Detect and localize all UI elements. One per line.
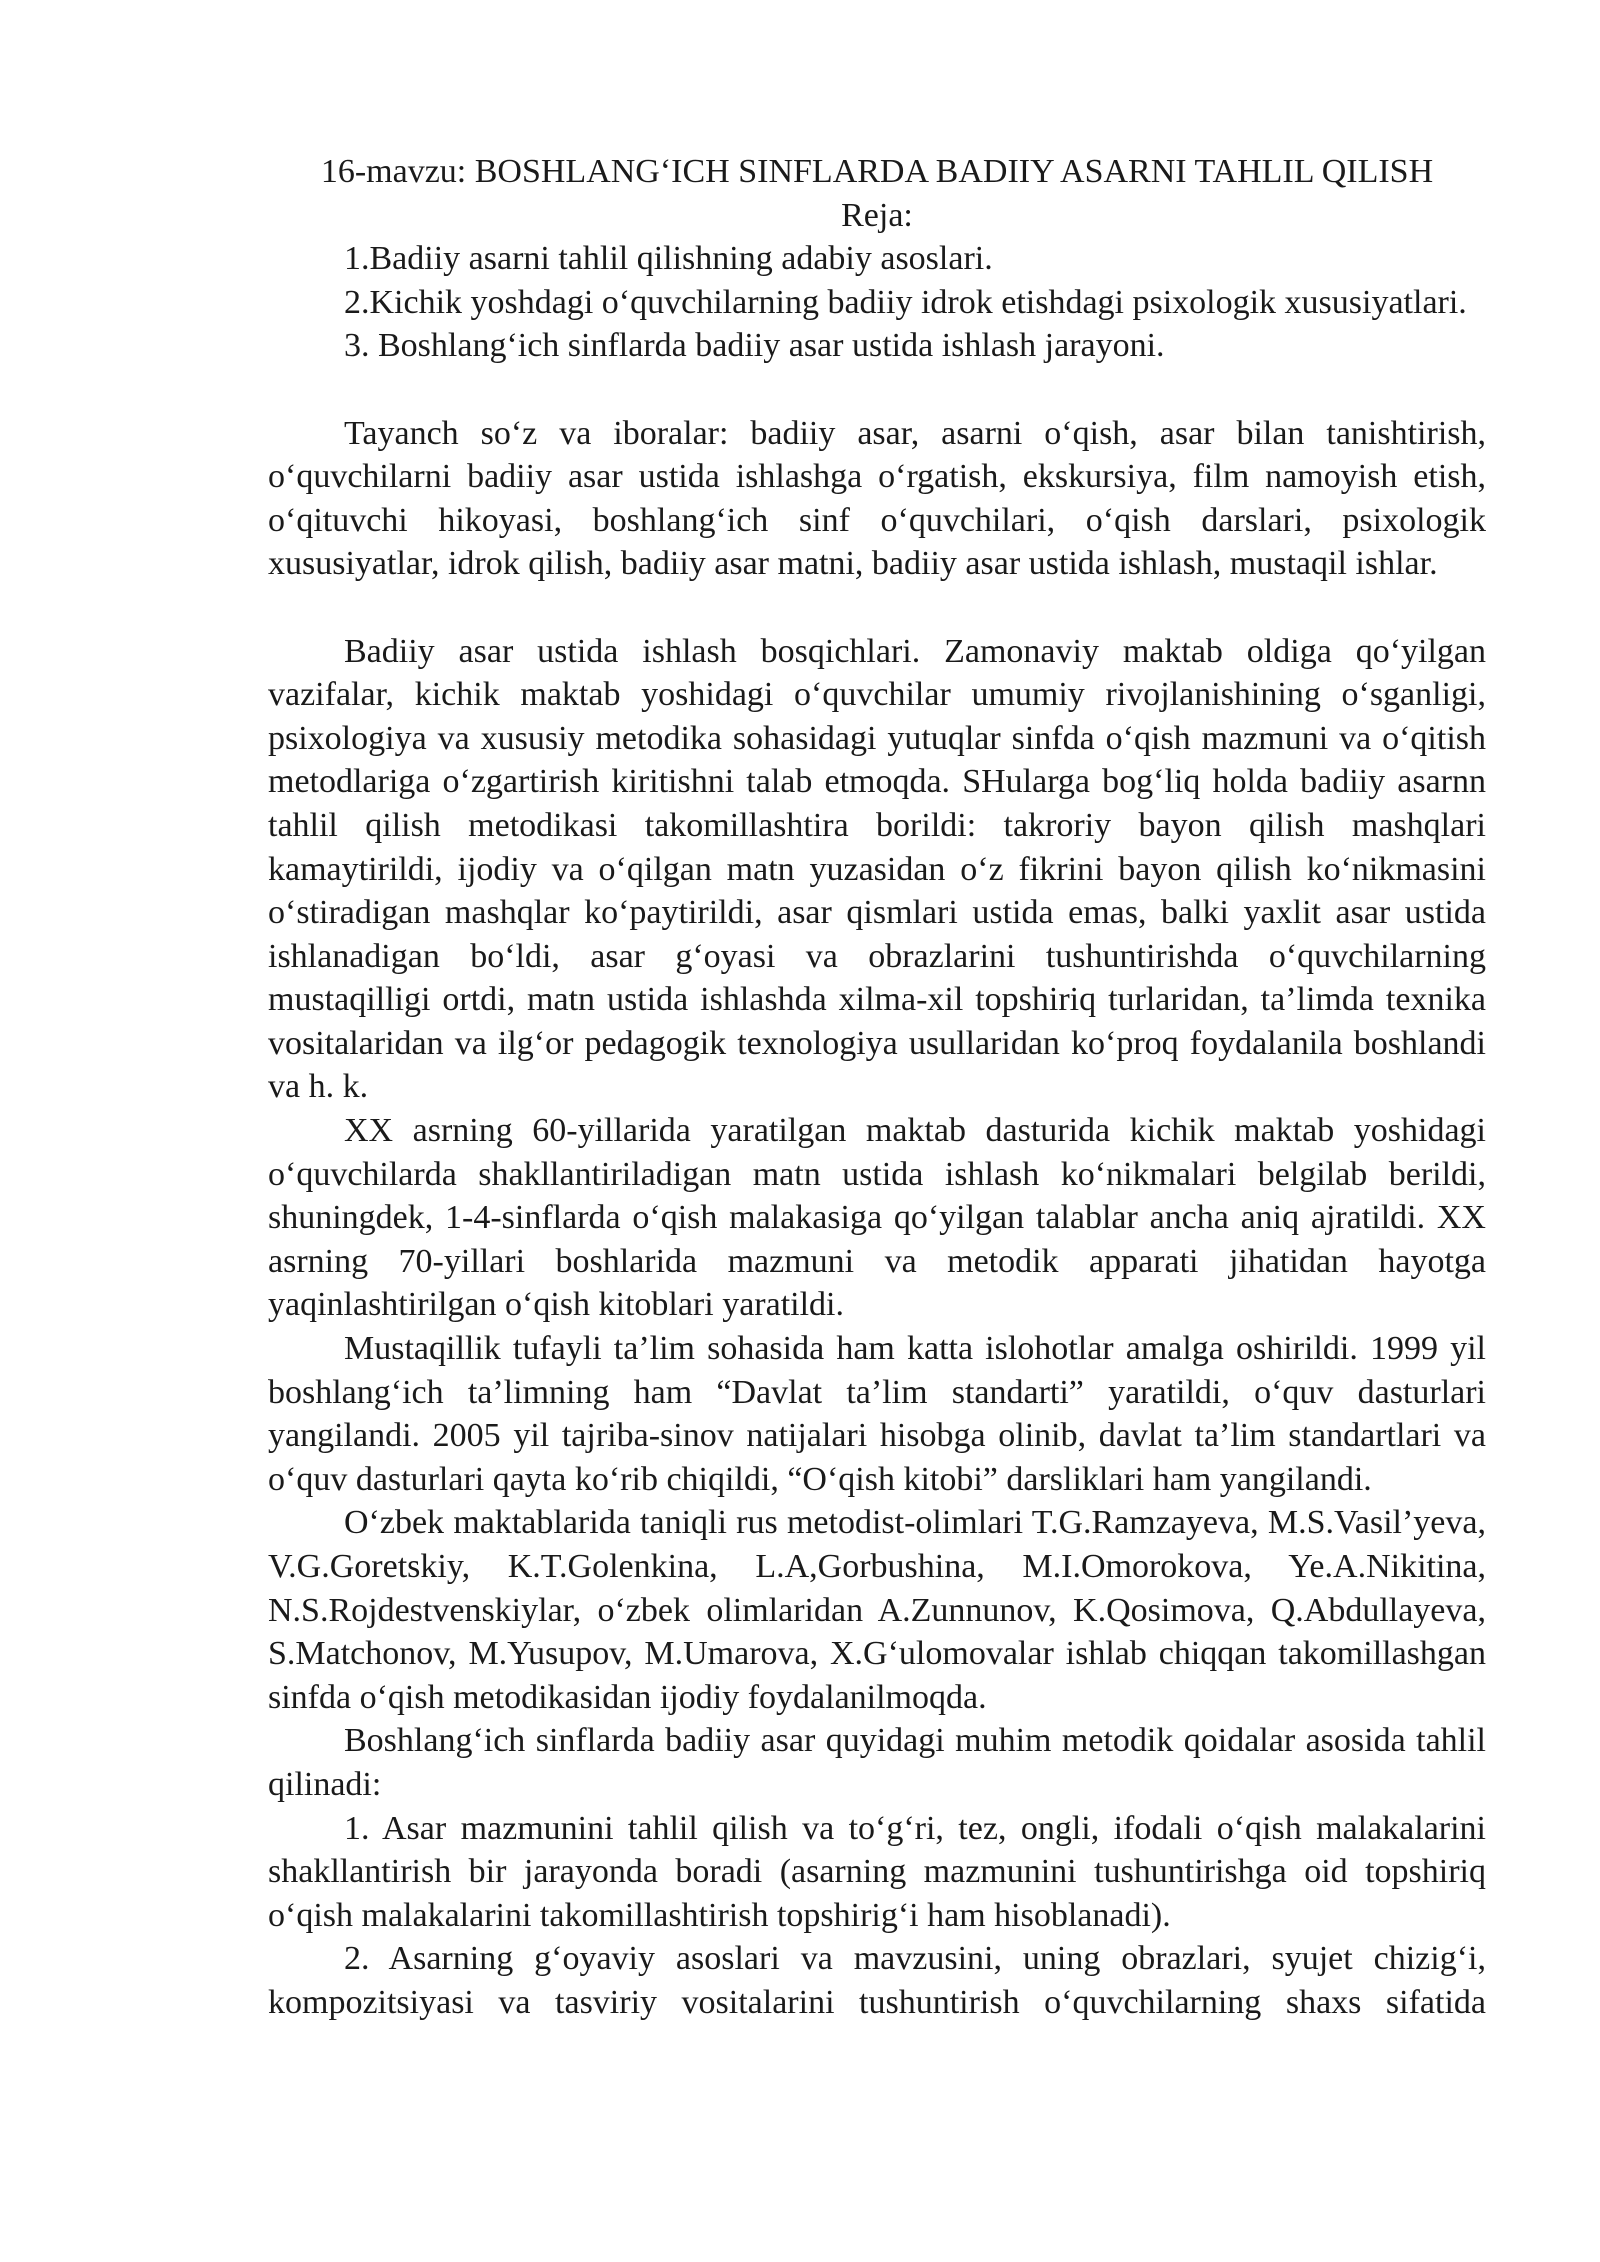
rule-item-1: 1. Asar mazmunini tahlil qilish va to‘g‘ri, tez, ongli, ifodali o‘qish malakalarini shakllantirish bir jarayonda boradi (asarning mazmunini tushuntirishga oid topshiriq o‘qish malakalarini takomillashtirish topshirig‘i ham hisoblanadi). [268, 1809, 1486, 1934]
plan-item-3: 3. Boshlang‘ich sinflarda badiiy asar ustida ishlash jarayoni. [344, 327, 1165, 365]
document-title: 16-mavzu: BOSHLANG‘ICH SINFLARDA BADIIY ASARNI TAHLIL QILISH [320, 153, 1434, 190]
body-paragraph-4: O‘zbek maktablarida taniqli rus metodist-olimlari T.G.Ramzayeva, M.S.Vasil’yeva, V.G.Goretskiy, K.T.Golenkina, L.A,Gorbushina, M.I.Omorokova, Ye.A.Nikitina, N.S.Rojdestvenskiylar, o‘zbek olimlaridan A.Zunnunov, K.Qosimova, Q.Abdullayeva, S.Matchonov, M.Yusupov, M.Umarova, X.G‘ulomovalar ishlab chiqqan takomillashgan sinfda o‘qish metodikasidan ijodiy foydalanilmoqda. [268, 1504, 1486, 1716]
blank-line [268, 368, 1486, 412]
plan-item-1: 1.Badiiy asarni tahlil qilishning adabiy asoslari. [344, 240, 993, 278]
body-paragraph-3: Mustaqillik tufayli ta’lim sohasida ham katta islohotlar amalga oshirildi. 1999 yil boshlang‘ich ta’limning ham “Davlat ta’lim standarti” yaratildi, o‘quv dasturlari yangilandi. 2005 yil tajriba-sinov natijalari hisobga olinib, davlat ta’lim standartlari va o‘quv dasturlari qayta ko‘rib chiqildi, “O‘qish kitobi” darsliklari ham yangilandi. [268, 1330, 1486, 1498]
plan-item-2: 2.Kichik yoshdagi o‘quvchilarning badiiy idrok etishdagi psixologik xususiyatlari. [344, 283, 1467, 321]
keywords-paragraph: Tayanch so‘z va iboralar: badiiy asar, asarni o‘qish, asar bilan tanishtirish, o‘quvchilarni badiiy asar ustida ishlashga o‘rgatish, ekskursiya, film namoyish etish, o‘qituvchi hikoyasi, boshlang‘ich sinf o‘quvchilari, o‘qish darslari, psixologik xususiyatlar, idrok qilish, badiiy asar matni, badiiy asar ustida ishlash, mustaqil ishlar. [268, 414, 1486, 583]
document-page [268, 150, 1486, 2025]
body-paragraph-5: Boshlang‘ich sinflarda badiiy asar quyidagi muhim metodik qoidalar asosida tahlil qilinadi: [268, 1722, 1486, 1803]
rule-item-2: 2. Asarning g‘oyaviy asoslari va mavzusini, uning obrazlari, syujet chizig‘i, kompozitsiyasi va tasviriy vositalarini tushuntirish o‘quvchilarning shaxs sifatida [268, 1940, 1486, 2021]
plan-heading: Reja: [841, 196, 913, 234]
blank-line [268, 586, 1486, 630]
body-paragraph-1: Badiiy asar ustida ishlash bosqichlari. Zamonaviy maktab oldiga qo‘yilgan vazifalar, kichik maktab yoshidagi o‘quvchilar umumiy rivojlanishining o‘sganligi, psixologiya va xususiy metodika sohasidagi yutuqlar sinfda o‘qish mazmuni va o‘qitish metodlariga o‘zgartirish kiritishni talab etmoqda. SHularga bog‘liq holda badiiy asarnn tahlil qilish metodikasi takomillashtira borildi: takroriy bayon qilish mashqlari kamaytirildi, ijodiy va o‘qilgan matn yuzasidan o‘z fikrini bayon qilish ko‘nikmasini o‘stiradigan mashqlar ko‘paytirildi, asar qismlari ustida emas, balki yaxlit asar ustida ishlanadigan bo‘ldi, asar g‘oyasi va obrazlarini tushuntirishda o‘quvchilarning mustaqilligi ortdi, matn ustida ishlashda xilma-xil topshiriq turlaridan, ta’limda texnika vositalaridan va ilg‘or pedagogik texnologiya usullaridan ko‘proq foydalanila boshlandi va h. k. [268, 632, 1486, 1106]
body-paragraph-2: XX asrning 60-yillarida yaratilgan maktab dasturida kichik maktab yoshidagi o‘quvchilarda shakllantiriladigan matn ustida ishlash ko‘nikmalari belgilab berildi, shuningdek, 1-4-sinflarda o‘qish malakasiga qo‘yilgan talablar ancha aniq ajratildi. XX asrning 70-yillari boshlarida mazmuni va metodik apparati jihatidan hayotga yaqinlashtirilgan o‘qish kitoblari yaratildi. [268, 1112, 1486, 1324]
